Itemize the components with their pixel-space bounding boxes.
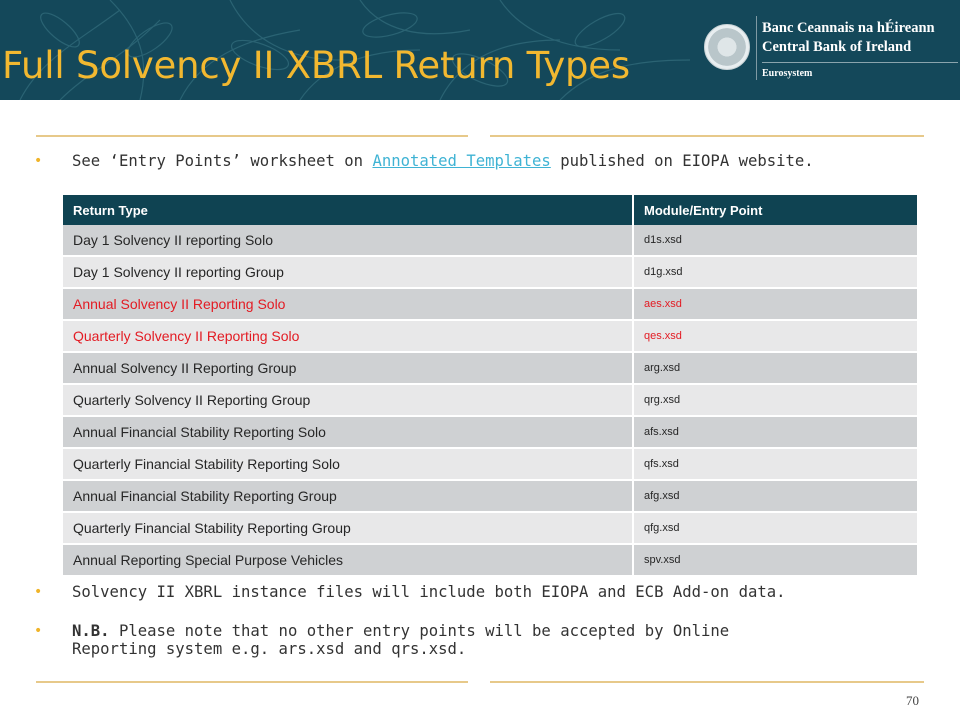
bullet-dot-icon: • <box>34 623 43 639</box>
module-cell: d1s.xsd <box>633 225 918 256</box>
nb-label: N.B. <box>72 622 110 640</box>
return-type-cell: Quarterly Financial Stability Reporting Group <box>63 512 633 544</box>
bullet-text: See ‘Entry Points’ worksheet on Annotated Templates published on EIOPA website. <box>72 152 814 170</box>
return-type-cell: Day 1 Solvency II reporting Group <box>63 256 633 288</box>
return-type-cell: Quarterly Solvency II Reporting Solo <box>63 320 633 352</box>
page-number: 70 <box>906 693 919 708</box>
table-row <box>63 225 918 256</box>
return-type-cell: Annual Financial Stability Reporting Group <box>63 480 633 512</box>
bullet-dot-icon: • <box>34 584 43 600</box>
table-row <box>63 352 918 384</box>
bullet-text: Solvency II XBRL instance files will include both EIOPA and ECB Add-on data. <box>72 583 786 601</box>
bank-name-irish: Banc Ceannais na hÉireann <box>762 20 935 36</box>
module-cell: qes.xsd <box>633 320 918 352</box>
module-cell: qfg.xsd <box>633 512 918 544</box>
table-row <box>63 256 918 288</box>
bank-name-english: Central Bank of Ireland <box>762 39 912 55</box>
bullet-dot-icon: • <box>34 153 43 169</box>
eurosystem-label: Eurosystem <box>762 68 813 79</box>
return-type-cell: Annual Solvency II Reporting Group <box>63 352 633 384</box>
harp-seal-icon <box>704 24 750 70</box>
bottom-rule-left <box>36 681 468 683</box>
return-type-cell: Annual Reporting Special Purpose Vehicles <box>63 544 633 576</box>
module-cell: d1g.xsd <box>633 256 918 288</box>
top-rule-left <box>36 135 468 137</box>
module-cell: qfs.xsd <box>633 448 918 480</box>
table-row <box>63 320 918 352</box>
table-row <box>63 288 918 320</box>
central-bank-logo <box>700 12 960 92</box>
return-type-cell: Day 1 Solvency II reporting Solo <box>63 225 633 256</box>
module-cell: afg.xsd <box>633 480 918 512</box>
module-cell: arg.xsd <box>633 352 918 384</box>
return-type-cell: Annual Financial Stability Reporting Solo <box>63 416 633 448</box>
table-row <box>63 480 918 512</box>
table-row <box>63 416 918 448</box>
top-rule-right <box>490 135 924 137</box>
module-cell: aes.xsd <box>633 288 918 320</box>
module-cell: spv.xsd <box>633 544 918 576</box>
bottom-rule-right <box>490 681 924 683</box>
return-types-table <box>63 195 919 577</box>
slide-header <box>0 0 960 100</box>
header-module-entry-point: Module/Entry Point <box>633 195 918 225</box>
module-cell: qrg.xsd <box>633 384 918 416</box>
bullet-text: N.B. Please note that no other entry points will be accepted by Online Reporting system e.g. ars.xsd and qrs.xsd. <box>72 622 730 658</box>
logo-divider <box>756 16 757 80</box>
annotated-templates-link[interactable]: Annotated Templates <box>372 152 551 170</box>
return-type-cell: Annual Solvency II Reporting Solo <box>63 288 633 320</box>
return-type-cell: Quarterly Financial Stability Reporting Solo <box>63 448 633 480</box>
module-cell: afs.xsd <box>633 416 918 448</box>
table-row <box>63 384 918 416</box>
return-type-cell: Quarterly Solvency II Reporting Group <box>63 384 633 416</box>
table-row <box>63 544 918 576</box>
table-row <box>63 512 918 544</box>
table-row <box>63 448 918 480</box>
table-header-row <box>63 195 918 225</box>
logo-rule <box>762 62 958 63</box>
header-return-type: Return Type <box>63 195 633 225</box>
slide-title: Full Solvency II XBRL Return Types <box>2 44 630 87</box>
